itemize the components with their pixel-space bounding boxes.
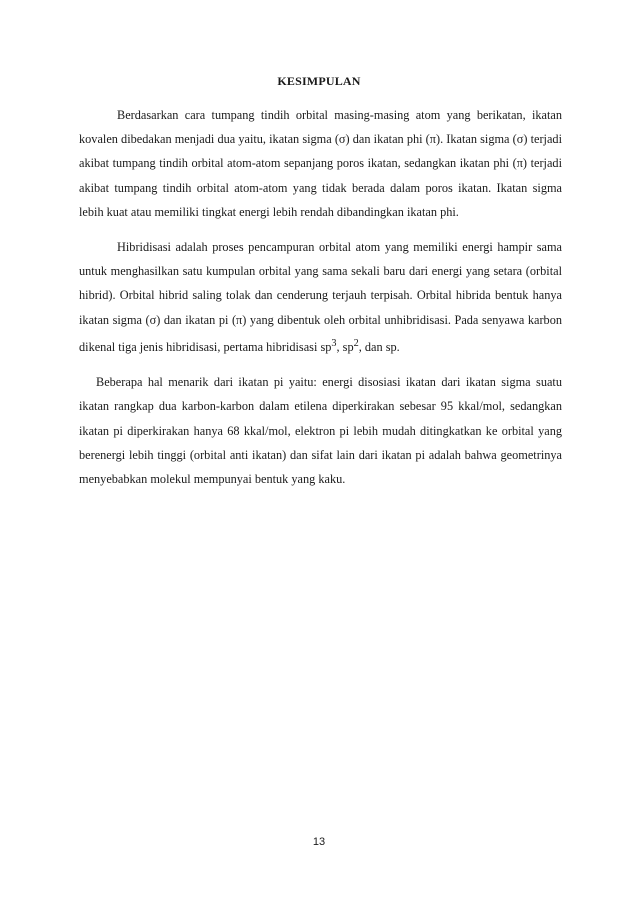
superscript-3: 3 [331,337,337,349]
hybrid-separator-2: , dan sp. [358,339,400,354]
paragraph-sigma-phi: Berdasarkan cara tumpang tindih orbital masing-masing atom yang berikatan, ikatan kovalen dibedakan menjadi dua yaitu, ikatan sigma (σ) dan ikatan phi (π). Ikatan sigma (σ) terjadi akibat tumpang tindih orbital atom-atom sepanjang poros ikatan, sedangkan ikatan phi (π) terjadi akibat tumpang tindih orbital atom-atom yang tidak berada dalam poros ikatan. Ikatan sigma lebih kuat atau memiliki tingkat energi lebih rendah dibandingkan ikatan phi. [79,108,562,219]
page-title: KESIMPULAN [277,74,361,88]
paragraph-hibridisasi [79,235,562,359]
body-text [79,103,562,491]
page-number: 13 [312,836,326,848]
paragraph-hibridisasi-text: Hibridisasi adalah proses pencampuran orbital atom yang memiliki energi hampir sama untuk menghasilkan satu kumpulan orbital yang sama sekali baru dari energi yang setara (orbital hibrid). Orbital hibrid saling tolak dan cenderung terjauh terpisah. Orbital hibrida bentuk hanya ikatan sigma (σ) dan ikatan pi (π) yang dibentuk oleh orbital unhibridisasi. Pada senyawa karbon dikenal tiga jenis hibridisasi, pertama hibridisasi sp [79,240,562,354]
superscript-2: 2 [353,337,359,349]
paragraph-ikatan-pi: Beberapa hal menarik dari ikatan pi yaitu: energi disosiasi ikatan dari ikatan sigma suatu ikatan rangkap dua karbon-karbon dalam etilena diperkirakan sebesar 95 kkal/mol, sedangkan ikatan pi diperkirakan hanya 68 kkal/mol, elektron pi lebih mudah ditingkatkan ke orbital yang berenergi lebih tinggi (orbital anti ikatan) dan sifat lain dari ikatan pi adalah bahwa geometrinya menyebabkan molekul mempunyai bentuk yang kaku. [79,375,562,486]
hybrid-sp2: sp [342,339,354,354]
hybrid-separator-1: , [336,339,343,354]
